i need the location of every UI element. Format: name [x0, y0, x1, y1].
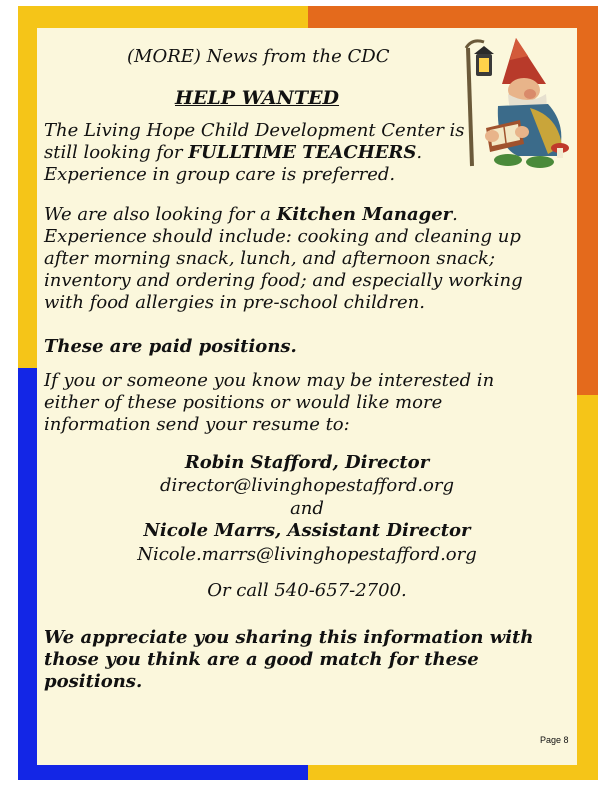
para2-bold: Kitchen Manager [276, 204, 453, 225]
closing-message: We appreciate you sharing this information with those you think are a good match for these positions. [44, 627, 534, 692]
contact-and: and [290, 498, 324, 519]
contact-name-director: Robin Stafford, Director [184, 452, 430, 473]
gnome-illustration [458, 36, 573, 171]
para1-text-end: . Experience in group care is preferred. [44, 142, 423, 185]
page-header: (MORE) News from the CDC [127, 46, 390, 67]
contact-phone: Or call 540-657-2700. [207, 580, 407, 601]
para2-text-end: . Experience should include: cooking and cleaning up after morning snack, lunch, and afternoon snack; inventory and ordering food; and especially working with food allergies in pre-school children. [44, 204, 523, 313]
contact-email-assistant[interactable]: Nicole.marrs@livinghopestafford.org [137, 544, 477, 565]
kitchen-paragraph [44, 204, 564, 314]
border-right-top [577, 6, 598, 395]
page-number: Page 8 [540, 735, 569, 745]
para1-text-start: The Living Hope Child Development Center is still looking for [44, 120, 465, 163]
border-right-bottom [577, 395, 598, 780]
contact-name-assistant: Nicole Marrs, Assistant Director [143, 520, 471, 541]
border-left-bottom [18, 368, 37, 780]
border-top-left [18, 6, 308, 28]
resume-paragraph: If you or someone you know may be interested in either of these positions or would like more information send your resume to: [44, 370, 495, 435]
border-bottom-right [308, 765, 598, 780]
paid-positions-line: These are paid positions. [44, 336, 297, 357]
para2-text-start: We are also looking for a [44, 204, 277, 225]
help-wanted-title: HELP WANTED [175, 87, 340, 109]
contact-email-director[interactable]: director@livinghopestafford.org [159, 475, 455, 496]
teachers-paragraph [44, 120, 484, 186]
border-bottom-left [18, 765, 308, 780]
border-left-top [18, 6, 37, 368]
para1-bold: FULLTIME TEACHERS [188, 142, 417, 163]
border-top-right [308, 6, 598, 28]
